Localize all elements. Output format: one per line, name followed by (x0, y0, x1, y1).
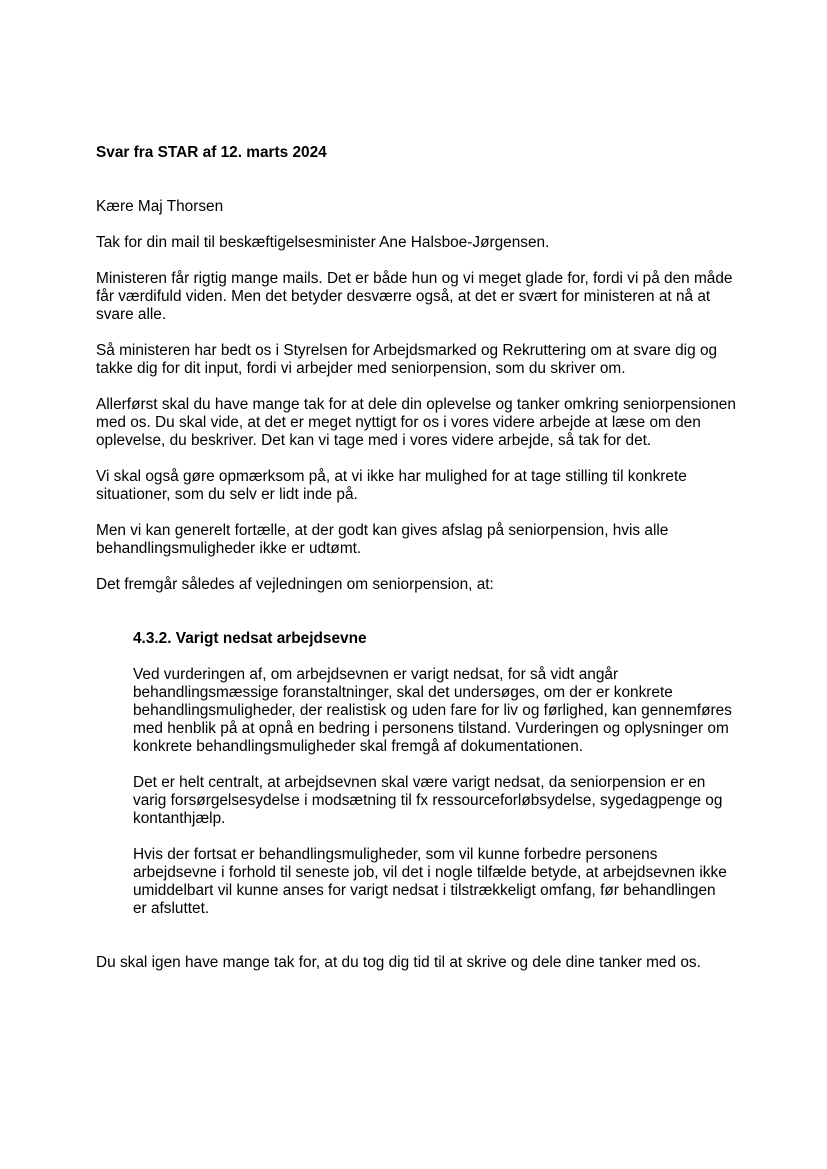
body-paragraph: Så ministeren har bedt os i Styrelsen for Arbejdsmarked og Rekruttering om at svare dig og takke dig for dit input, fordi vi arbejder med seniorpension, som du skriver om. (96, 342, 718, 377)
body-paragraph: Vi skal også gøre opmærksom på, at vi ikke har mulighed for at tage stilling til konkrete situationer, som du selv er lidt inde på. (96, 468, 687, 503)
quote-paragraph: Det er helt centralt, at arbejdsevnen skal være varigt nedsat, da seniorpension er en varig forsørgelsesydelse i modsætning til fx ressourceforløbsydelse, sygedagpenge og kontanthjælp. (133, 774, 723, 827)
body-paragraph: Det fremgår således af vejledningen om seniorpension, at: (96, 576, 494, 593)
body-paragraph: Allerførst skal du have mange tak for at dele din oplevelse og tanker omkring seniorpensionen med os. Du skal vide, at det er meget nyttigt for os i vores videre arbejde at læse om den oplevelse, du beskriver. Det kan vi tage med i vores videre arbejde, så tak for det. (96, 396, 736, 449)
guideline-quote (133, 630, 733, 918)
quote-paragraph: Hvis der fortsat er behandlingsmuligheder, som vil kunne forbedre personens arbejdsevne i forhold til seneste job, vil det i nogle tilfælde betyde, at arbejdsevnen ikke umiddelbart vil kunne anses for varigt nedsat i tilstrækkeligt omfang, før behandlingen er afsluttet. (133, 846, 727, 917)
letter-title: Svar fra STAR af 12. marts 2024 (96, 144, 327, 161)
closing-paragraph: Du skal igen have mange tak for, at du tog dig tid til at skrive og dele dine tanker med os. (96, 954, 701, 971)
letter-body (96, 144, 736, 972)
quote-paragraph: Ved vurderingen af, om arbejdsevnen er varigt nedsat, for så vidt angår behandlingsmæssige foranstaltninger, skal det undersøges, om der er konkrete behandlingsmuligheder, der realistisk og uden fare for liv og førlighed, kan gennemføres med henblik på at opnå en bedring i personens tilstand. Vurderingen og oplysninger om konkrete behandlingsmuligheder skal fremgå af dokumentationen. (133, 666, 732, 755)
quote-heading: 4.3.2. Varigt nedsat arbejdsevne (133, 630, 367, 647)
body-paragraph: Ministeren får rigtig mange mails. Det er både hun og vi meget glade for, fordi vi på den måde får værdifuld viden. Men det betyder desværre også, at det er svært for ministeren at nå at svare alle. (96, 270, 733, 323)
letter-greeting: Kære Maj Thorsen (96, 198, 224, 215)
body-paragraph: Men vi kan generelt fortælle, at der godt kan gives afslag på seniorpension, hvis alle behandlingsmuligheder ikke er udtømt. (96, 522, 669, 557)
body-paragraph: Tak for din mail til beskæftigelsesminister Ane Halsboe-Jørgensen. (96, 234, 550, 251)
